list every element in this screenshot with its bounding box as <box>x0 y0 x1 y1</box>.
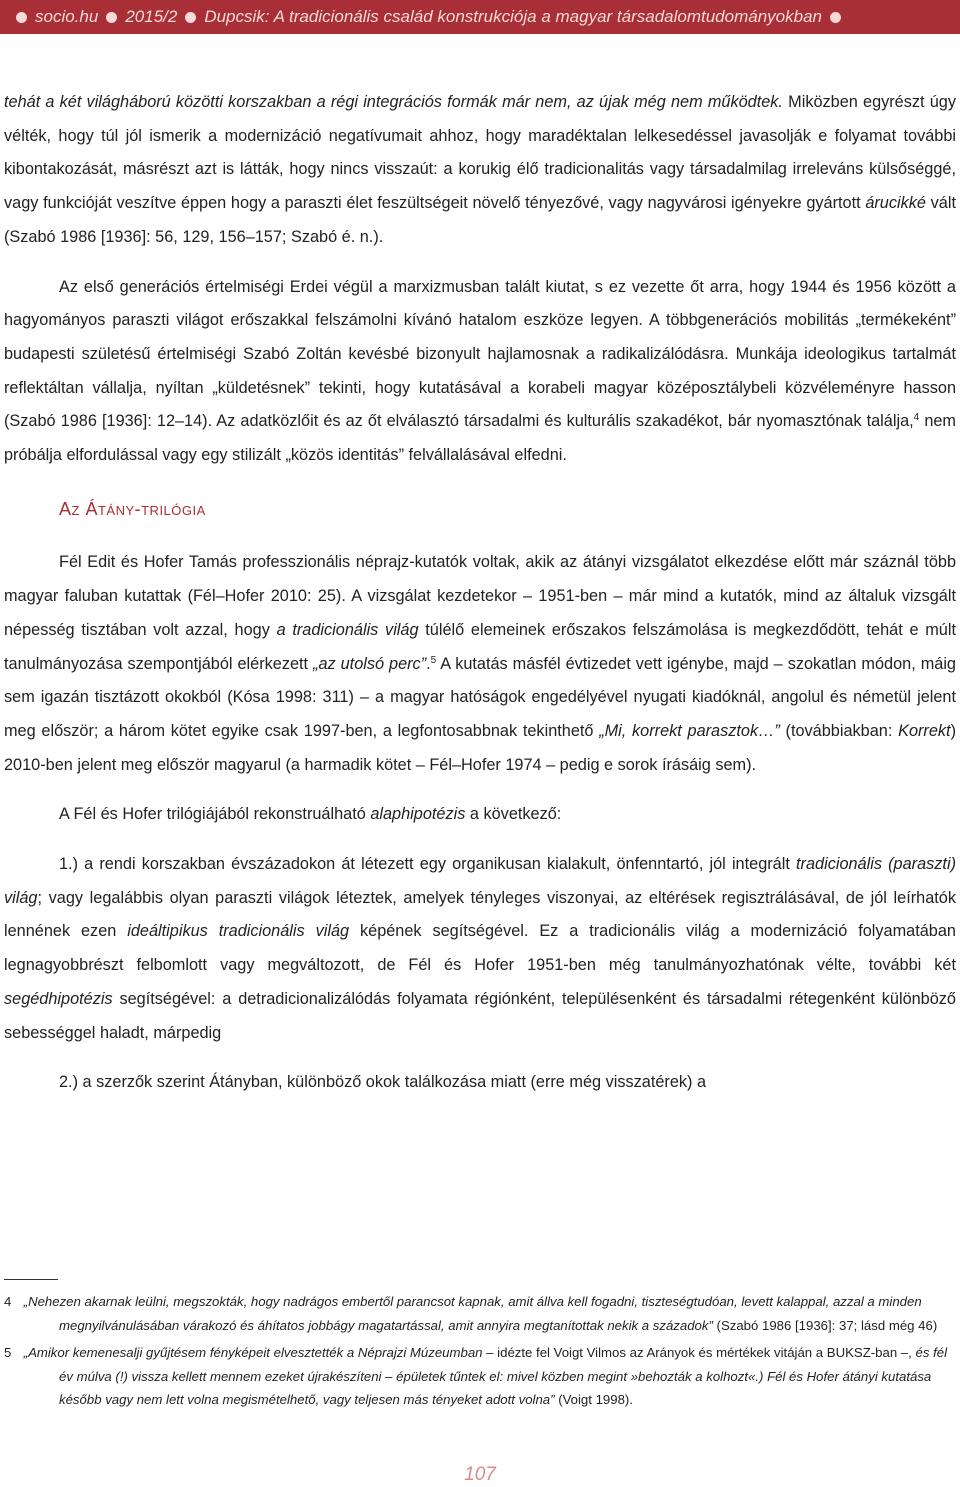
italic-text: árucikké <box>865 194 926 213</box>
text: A kutatás másfél évtizedet vett igénybe, majd – szokatlan módon, máig sem igazán tisztázott okokból (Kósa 1998: 311) – a magyar hatóságok engedélyével nyugati kiadóknál, angolul és németül jelent meg először; a három kötet egyike csak 1997-ben, a legfontosabbnak tekinthető <box>4 654 956 740</box>
italic-text: „Amikor kemenesalji gyűjtésem fényképeit elvesztették a Néprajzi Múzeumban <box>23 1345 483 1361</box>
italic-text: Korrekt <box>898 721 951 740</box>
text: ) 2010-ben jelent meg először magyarul (a harmadik kötet – Fél–Hofer 1974 – pedig e sorok írásáig sem). <box>4 721 956 774</box>
section-heading: Az Átány-trilógia <box>59 498 206 519</box>
text: . <box>426 654 431 673</box>
journal-header <box>0 0 960 34</box>
bullet-dot-icon <box>185 12 196 23</box>
text: 1.) a rendi korszakban évszázadokon át létezett egy organikusan kialakult, önfenntartó, jól integrált <box>59 855 797 874</box>
text: (Szabó 1986 [1936]: 37; lásd még 46) <box>712 1317 938 1333</box>
footnote-4 <box>4 1290 956 1337</box>
italic-text: „Mi, korrekt parasztok…” <box>599 721 780 740</box>
paragraph-6 <box>4 1066 956 1100</box>
text: (továbbiakban: <box>779 721 899 740</box>
italic-text: „az utolsó perc” <box>313 654 427 673</box>
footnotes <box>4 1290 956 1416</box>
bullet-dot-icon <box>106 12 117 23</box>
bullet-dot-icon <box>830 12 841 23</box>
text: Fél Edit és Hofer Tamás professzionális néprajz-kutatók voltak, akik az átányi vizsgálatot elkezdése előtt már száznál több magyar faluban kutattak (Fél–Hofer 2010: 25). A vizsgálat kezdetekor – 1951-ben – már mind a kutatók, mind az általuk vizsgált népesség tisztában volt azzal, hogy <box>4 553 956 639</box>
paragraph-2 <box>4 271 956 473</box>
text: túlélő elemeinek erőszakos felszámolása is megkezdődött, tehát e múlt tanulmányozása szempontjából elérkezett <box>4 620 956 673</box>
footnote-ref-4[interactable]: 4 <box>913 412 920 424</box>
text: 2.) a szerzők szerint Átányban, különböző okok találkozása miatt (erre még visszatérek) a <box>59 1073 707 1092</box>
text: Miközben egyrészt úgy vélték, hogy túl jól ismerik a modernizáció negatívumait ahhoz, hogy maradéktalan lelkesedéssel javasolják e folyamat további kibontakozását, másrészt azt is látták, hogy nincs visszaút: a korukig élő tradicionalitás vagy társadalmilag irreleváns külsőséggé, vagy funkcióját veszítve éppen hogy a paraszti élet feszültségeit növelő tényezővé, vagy nagyvárosi igényekre gyártott <box>4 93 956 213</box>
paragraph-4 <box>4 798 956 832</box>
paragraph-3 <box>4 546 956 782</box>
footnote-separator <box>4 1279 58 1280</box>
italic-text: tehát a két világháború közötti korszakban a régi integrációs formák már nem, az újak még nem működtek. <box>4 93 783 111</box>
footnote-ref-5[interactable]: 5 <box>430 654 437 666</box>
text: vált (Szabó 1986 [1936]: 56, 129, 156–157; Szabó é. n.). <box>4 194 956 246</box>
text: a következő: <box>465 805 562 824</box>
italic-text: ideáltipikus tradicionális világ <box>127 922 350 941</box>
header-site[interactable]: socio.hu <box>35 7 99 26</box>
text: (Voigt 1998). <box>554 1392 633 1408</box>
text: képének segítségével. Ez a tradicionális világ a modernizáció folyamatában legnagyobbrészt felbomlott vagy megváltozott, de Fél és Hofer 1951-ben még tanulmányozhatónak vélte, további két <box>4 922 956 975</box>
page-number: 107 <box>464 1464 496 1485</box>
text: – idézte fel Voigt Vilmos az Arányok és mértékek vitáján a BUKSZ-ban –, <box>482 1345 916 1361</box>
article-body <box>4 86 956 1100</box>
text: segítségével: a detradicionalizálódás folyamata régiónként, településenként és társadalmi rétegenként különböző sebességgel haladt, márpedig <box>4 989 956 1042</box>
header-issue: 2015/2 <box>125 7 178 26</box>
italic-text: alaphipotézis <box>370 805 466 824</box>
italic-text: és fél év múlva (!) vissza kellett mennem ezeket újrakészíteni – épületek tűntek el: mivel közben megint »behozták a kolhozt«.) Fél és Hofer átányi kutatása később vagy nem lett volna megismételhető, vagy teljesen más tényeket adott volna” <box>59 1345 948 1408</box>
text: Az első generációs értelmiségi Erdei végül a marxizmusban talált kiutat, s ez vezette őt arra, hogy 1944 és 1956 között a hagyományos paraszti világot erőszakkal felszámolni kívánó hatalom eszköze legyen. A többgenerációs mobilitás „termékeként” budapesti születésű értelmiségi Szabó Zoltán kevésbé bizonyult hajlamosnak a radikalizálódásra. Munkája ideologikus tartalmát reflektáltan vállalja, nyíltan „küldetésnek” tekinti, hogy kutatásával a korabeli magyar középosztálybeli közvéleményre hasson (Szabó 1986 [1936]: 12–14). Az adatközlőit és az őt elválasztó társadalmi és kulturális szakadékot, bár nyomasztónak találja, <box>4 277 956 431</box>
italic-text: tradicionális (paraszti) világ <box>4 855 956 907</box>
italic-text: „Nehezen akarnak leülni, megszokták, hogy nadrágos embertől parancsot kapnak, amit állva kell fogadni, tiszteségtudóan, levett kalappal, azzal a minden megnyilvánulásában várakozó és áhítatos jobbágy magatartással, amit annyira megtanítottak nekik a századok” <box>23 1294 922 1333</box>
paragraph-1 <box>4 86 956 255</box>
italic-text: a tradicionális világ <box>276 620 419 639</box>
italic-text: segédhipotézis <box>4 989 113 1008</box>
bullet-dot-icon <box>16 12 27 23</box>
paragraph-5 <box>4 848 956 1050</box>
text: ; vagy legalábbis olyan paraszti világok léteztek, amelyek tényleges viszonyai, az eltérések regisztrálásával, de jól leírhatók lennének ezen <box>4 888 956 941</box>
footnote-number: 4 <box>4 1294 12 1309</box>
text: nem próbálja elfordulással vagy egy stilizált „közös identitás” felvállalásával elfedni. <box>4 412 956 465</box>
text: A Fél és Hofer trilógiájából rekonstruálható <box>59 805 371 824</box>
header-article-title: Dupcsik: A tradicionális család konstrukciója a magyar társadalomtudományokban <box>204 7 822 26</box>
footnote-number: 5 <box>4 1345 12 1361</box>
footnote-5 <box>4 1341 956 1412</box>
